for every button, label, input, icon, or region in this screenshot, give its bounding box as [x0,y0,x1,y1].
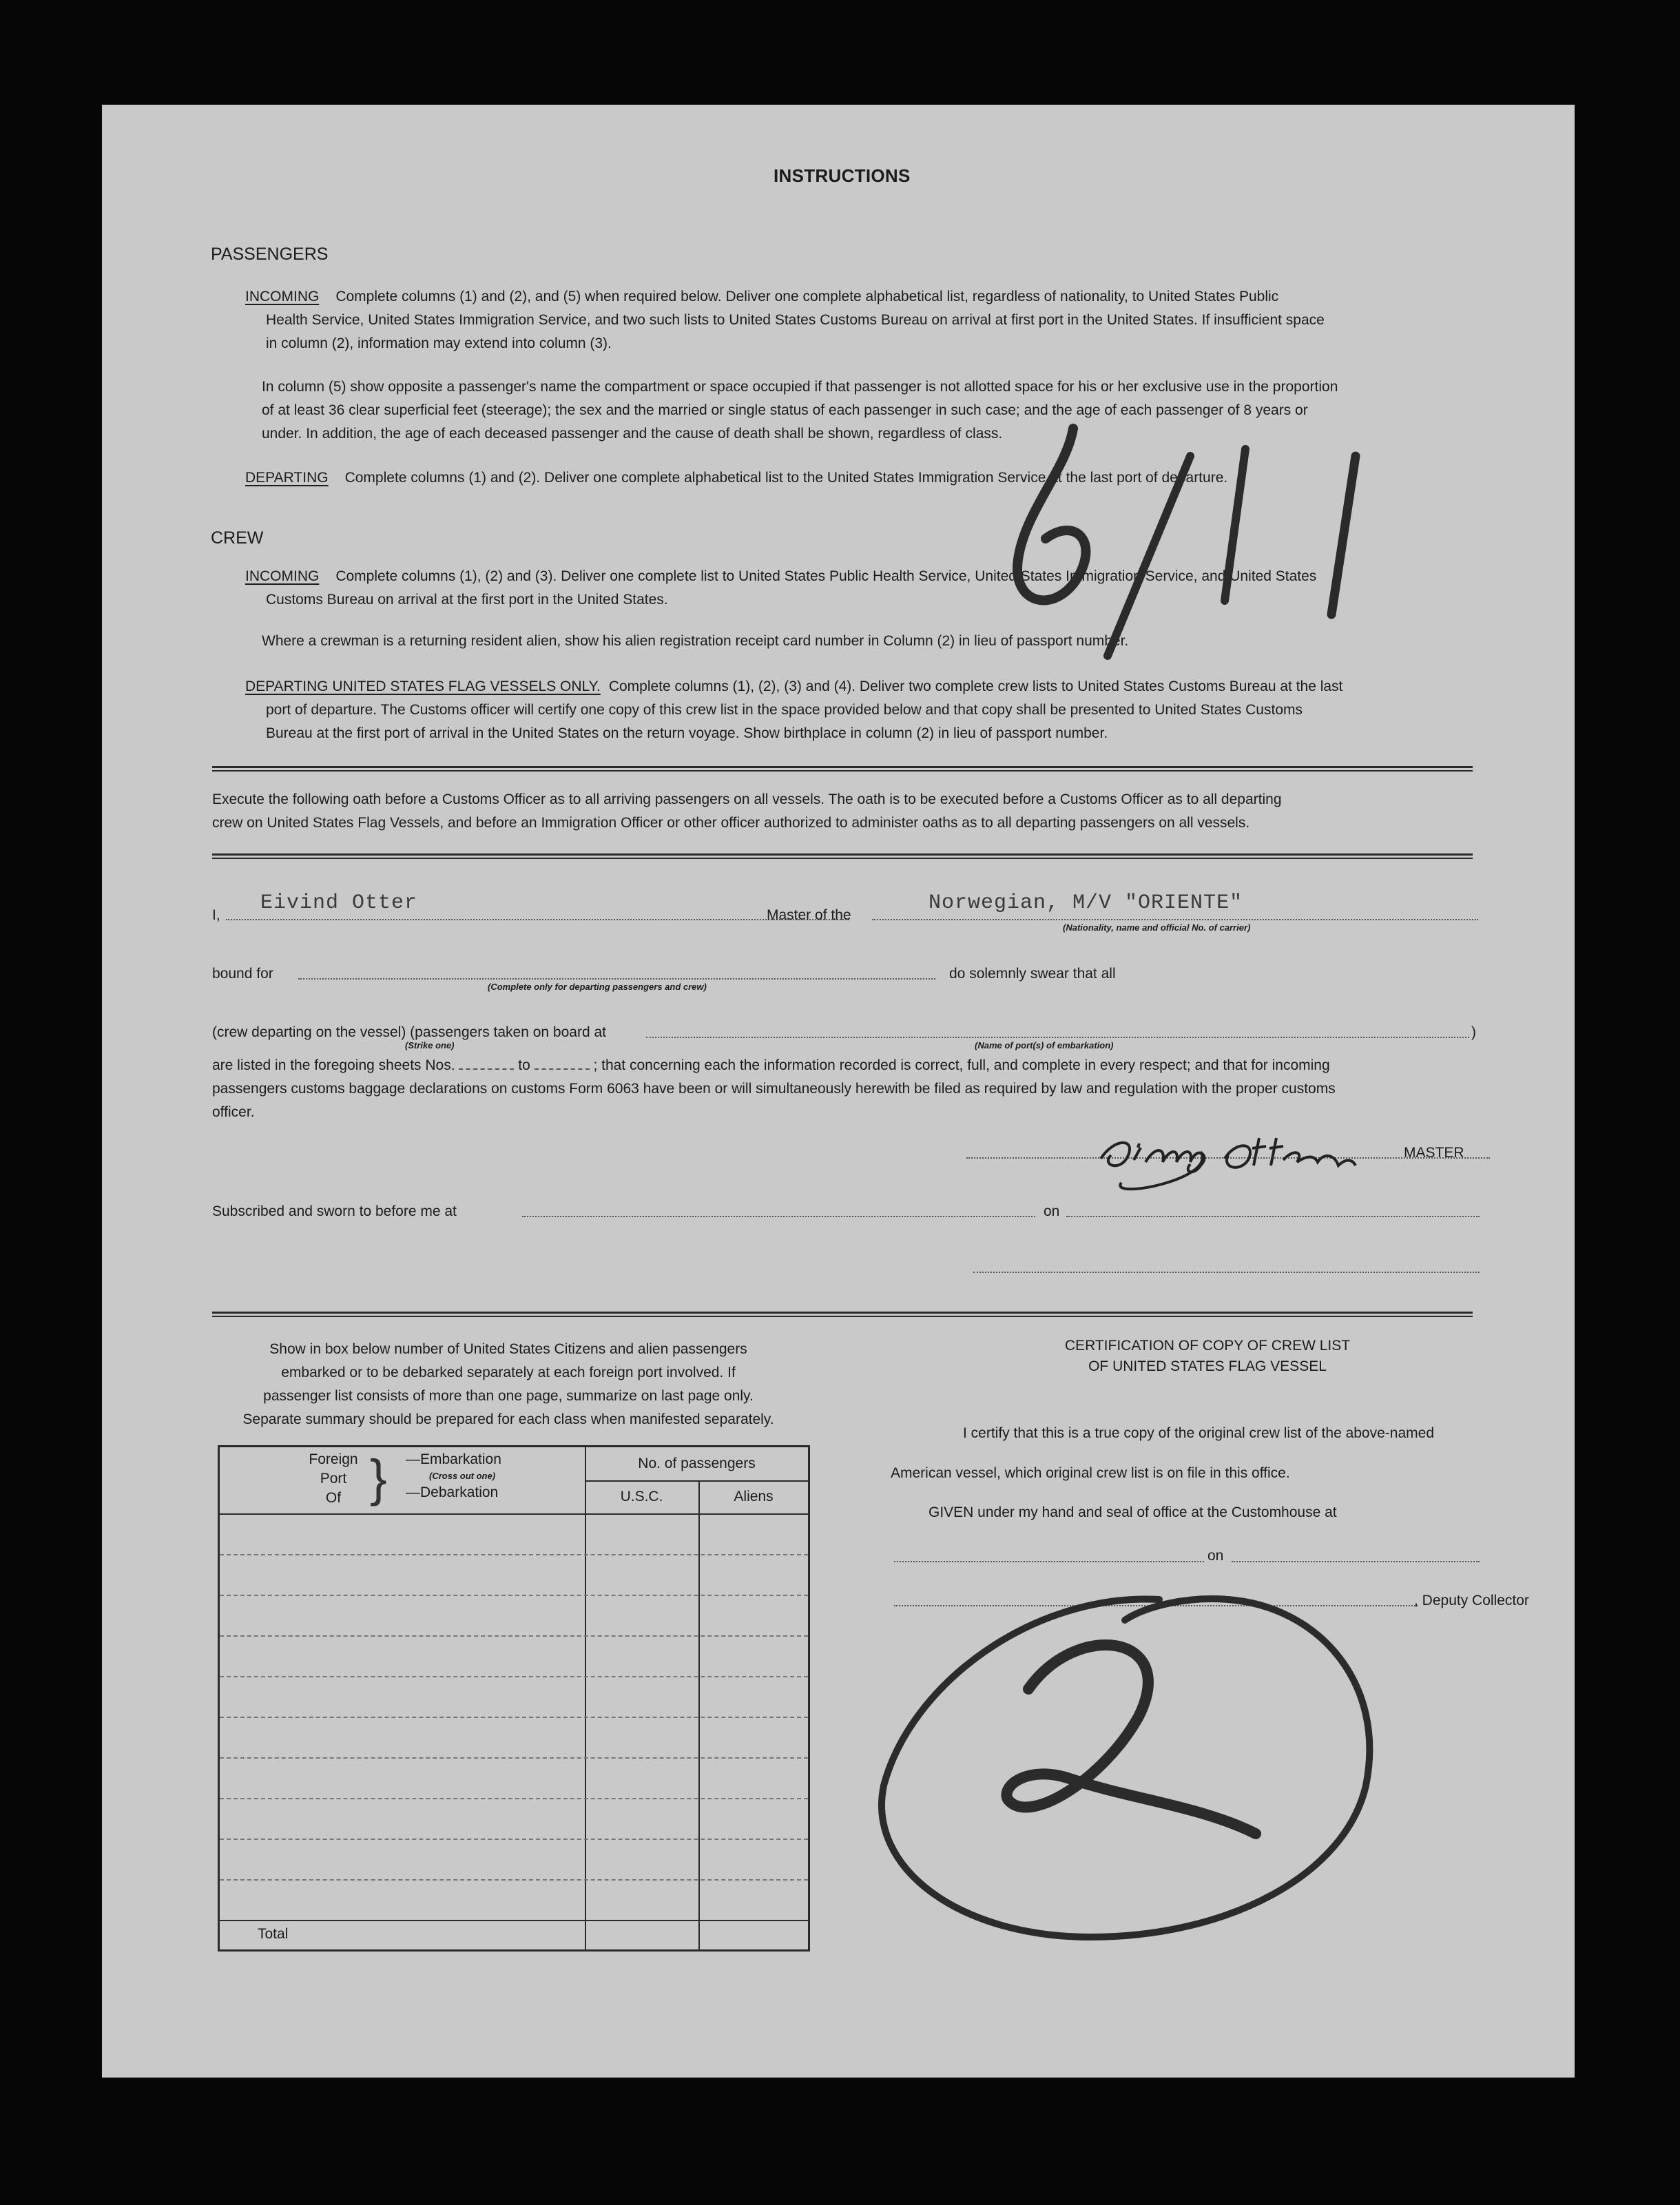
crew-departing-text-2: port of departure. The Customs officer will certify one copy of this crew list in the space provided below and that copy shall be presented to United States Customs [266,702,1303,718]
crew-incoming-text-2: Customs Bureau on arrival at the first port in the United States. [266,592,668,608]
listed-text-2: passengers customs baggage declarations on customs Form 6063 have been or will simultaneously herewith be filed as required by law and regulation with the proper customs [212,1081,1336,1097]
vessel-line [872,919,1478,920]
passenger-summary-table [218,1445,810,1952]
brace-icon: } [370,1449,387,1507]
circled-number-mark [870,1579,1421,1965]
bound-for-line [298,978,935,980]
vessel-value: Norwegian, M/V "ORIENTE" [929,891,1243,915]
deputy-collector-label: , Deputy Collector [1414,1593,1529,1608]
officer-signature-line [973,1272,1480,1273]
table-row [220,1757,808,1759]
table-column-divider [585,1447,586,1949]
crew-heading: CREW [211,528,264,548]
port-label: Port [320,1471,347,1487]
summary-text-4: Separate summary should be prepared for each class when manifested separately. [242,1411,774,1427]
port-line [646,1037,1469,1038]
summary-text-2: embarked or to be debarked separately at each foreign port involved. If [281,1365,736,1380]
bound-for-label: bound for [212,966,273,982]
listed-block [212,1054,1486,1124]
table-row [220,1676,808,1677]
foreign-label: Foreign [309,1451,358,1467]
handwritten-number-mark [901,408,1521,697]
divider [212,1312,1473,1317]
crew-departing-label: DEPARTING UNITED STATES FLAG VESSELS ONLY. [245,679,601,694]
sheet-to-line [535,1068,590,1070]
strike-one-caption: (Strike one) [405,1040,455,1050]
table-row [220,1798,808,1799]
certification-text-2: American vessel, which original crew list is on file in this office. [891,1465,1290,1481]
usc-header: U.S.C. [620,1489,663,1504]
master-name-value: Eivind Otter [260,891,418,915]
passengers-departing-label: DEPARTING [245,470,329,486]
passengers-incoming-block [245,285,1478,355]
passengers-heading: PASSENGERS [211,245,329,264]
debarkation-label: —Debarkation [406,1484,499,1500]
document-page [102,105,1575,2078]
table-row [220,1635,808,1637]
oath-instruction-1: Execute the following oath before a Customs Officer as to all arriving passengers on all vessels. The oath is to be executed before a Customs Officer as to all departing [212,791,1282,807]
certification-on-label: on [1207,1548,1224,1564]
listed-text-3: officer. [212,1104,255,1120]
foreign-port-label [295,1450,371,1508]
column5-text-1: In column (5) show opposite a passenger's name the compartment or space occupied if that passenger is not allotted space for his or her exclusive use in the proportion [262,379,1338,395]
crew-incoming-text: Complete columns (1), (2) and (3). Deliver one complete list to United States Public Health Service, United States Immigration Service, and United States [335,568,1317,584]
column5-text-2: of at least 36 clear superficial feet (steerage); the sex and the married or single status of each passenger in such case; and the age of each passenger of 8 years or [262,402,1308,418]
port-caption: (Name of port(s) of embarkation) [975,1040,1114,1050]
divider [212,766,1473,772]
table-row [220,1839,808,1840]
table-header-divider [585,1480,808,1482]
customhouse-line [894,1561,1204,1562]
master-name-line [226,919,849,920]
subscribed-text: Subscribed and sworn to before me at [212,1203,457,1219]
certification-title [925,1336,1490,1377]
certification-title-1: CERTIFICATION OF COPY OF CREW LIST [1064,1338,1351,1354]
certification-block [925,1422,1490,1445]
oath-instruction [212,788,1480,835]
listed-text-1a: are listed in the foregoing sheets Nos. [212,1057,455,1073]
crew-incoming-label: INCOMING [245,568,320,584]
close-paren: ) [1471,1024,1476,1040]
certification-text-3: GIVEN under my hand and seal of office at the Customhouse at [929,1504,1337,1520]
passengers-incoming-text-2: Health Service, United States Immigration Service, and two such lists to United States Customs Bureau on arrival at first port in the United States. If insufficient space [266,312,1325,328]
page-title: INSTRUCTIONS [774,165,911,186]
total-label: Total [258,1926,289,1942]
passengers-incoming-label: INCOMING [245,289,320,304]
listed-to: to [518,1057,530,1073]
column5-text-3: under. In addition, the age of each deceased passenger and the cause of death shall be shown, regardless of class. [262,426,1003,442]
sheet-from-line [459,1068,514,1070]
certification-text-1: I certify that this is a true copy of the original crew list of the above-named [963,1425,1434,1441]
table-total-divider [220,1920,808,1921]
crew-departing-text: Complete columns (1), (2), (3) and (4). Deliver two complete crew lists to United States Customs Bureau at the last [608,679,1343,694]
passengers-incoming-text-3: in column (2), information may extend into column (3). [266,335,612,351]
oath-i-label: I, [212,907,220,923]
aliens-header: Aliens [734,1489,774,1504]
passengers-departing-text: Complete columns (1) and (2). Deliver one complete alphabetical list to the United States Immigration Service at the last port of departure. [344,470,1228,486]
no-passengers-header: No. of passengers [638,1456,756,1471]
certification-title-2: OF UNITED STATES FLAG VESSEL [1088,1358,1327,1374]
table-row [220,1554,808,1555]
divider [212,853,1473,859]
table-header-bottom [220,1513,808,1515]
master-of-label: Master of the [767,907,851,923]
cross-out-note: (Cross out one) [429,1471,496,1481]
swear-text: do solemnly swear that all [949,966,1116,982]
summary-text-1: Show in box below number of United States Citizens and alien passengers [269,1341,747,1357]
vessel-caption: (Nationality, name and official No. of carrier) [1063,922,1251,933]
crew-alien-text: Where a crewman is a returning resident alien, show his alien registration receipt card number in Column (2) in lieu of passport number. [262,633,1129,649]
of-label: Of [325,1490,342,1506]
passengers-incoming-text: Complete columns (1) and (2), and (5) when required below. Deliver one complete alphabetical list, regardless of nationality, to United States Public [335,289,1279,304]
embarkation-debarkation [406,1450,501,1502]
oath-instruction-2: crew on United States Flag Vessels, and before an Immigration Officer or other officer authorized to administer oaths as to all departing passengers on all vessels. [212,815,1250,831]
subscribed-date-line [1066,1216,1480,1217]
table-row [220,1879,808,1881]
table-row [220,1595,808,1596]
bound-caption: (Complete only for departing passengers and crew) [488,982,707,992]
embarkation-label: —Embarkation [406,1451,501,1467]
table-row [220,1717,808,1718]
crew-passengers-text: (crew departing on the vessel) (passengers taken on board at [212,1024,606,1040]
summary-text-3: passenger list consists of more than one page, summarize on last page only. [263,1388,754,1404]
summary-instructions [209,1338,808,1431]
master-label: MASTER [1404,1145,1464,1161]
subscribed-place-line [522,1216,1035,1217]
crew-departing-text-3: Bureau at the first port of arrival in the United States on the return voyage. Show birthplace in column (2) in lieu of passport number. [266,725,1108,741]
listed-text-1b: ; that concerning each the information recorded is correct, full, and complete in every respect; and that for incoming [593,1057,1330,1073]
certification-date-line [1232,1561,1480,1562]
subscribed-on-label: on [1044,1203,1060,1219]
